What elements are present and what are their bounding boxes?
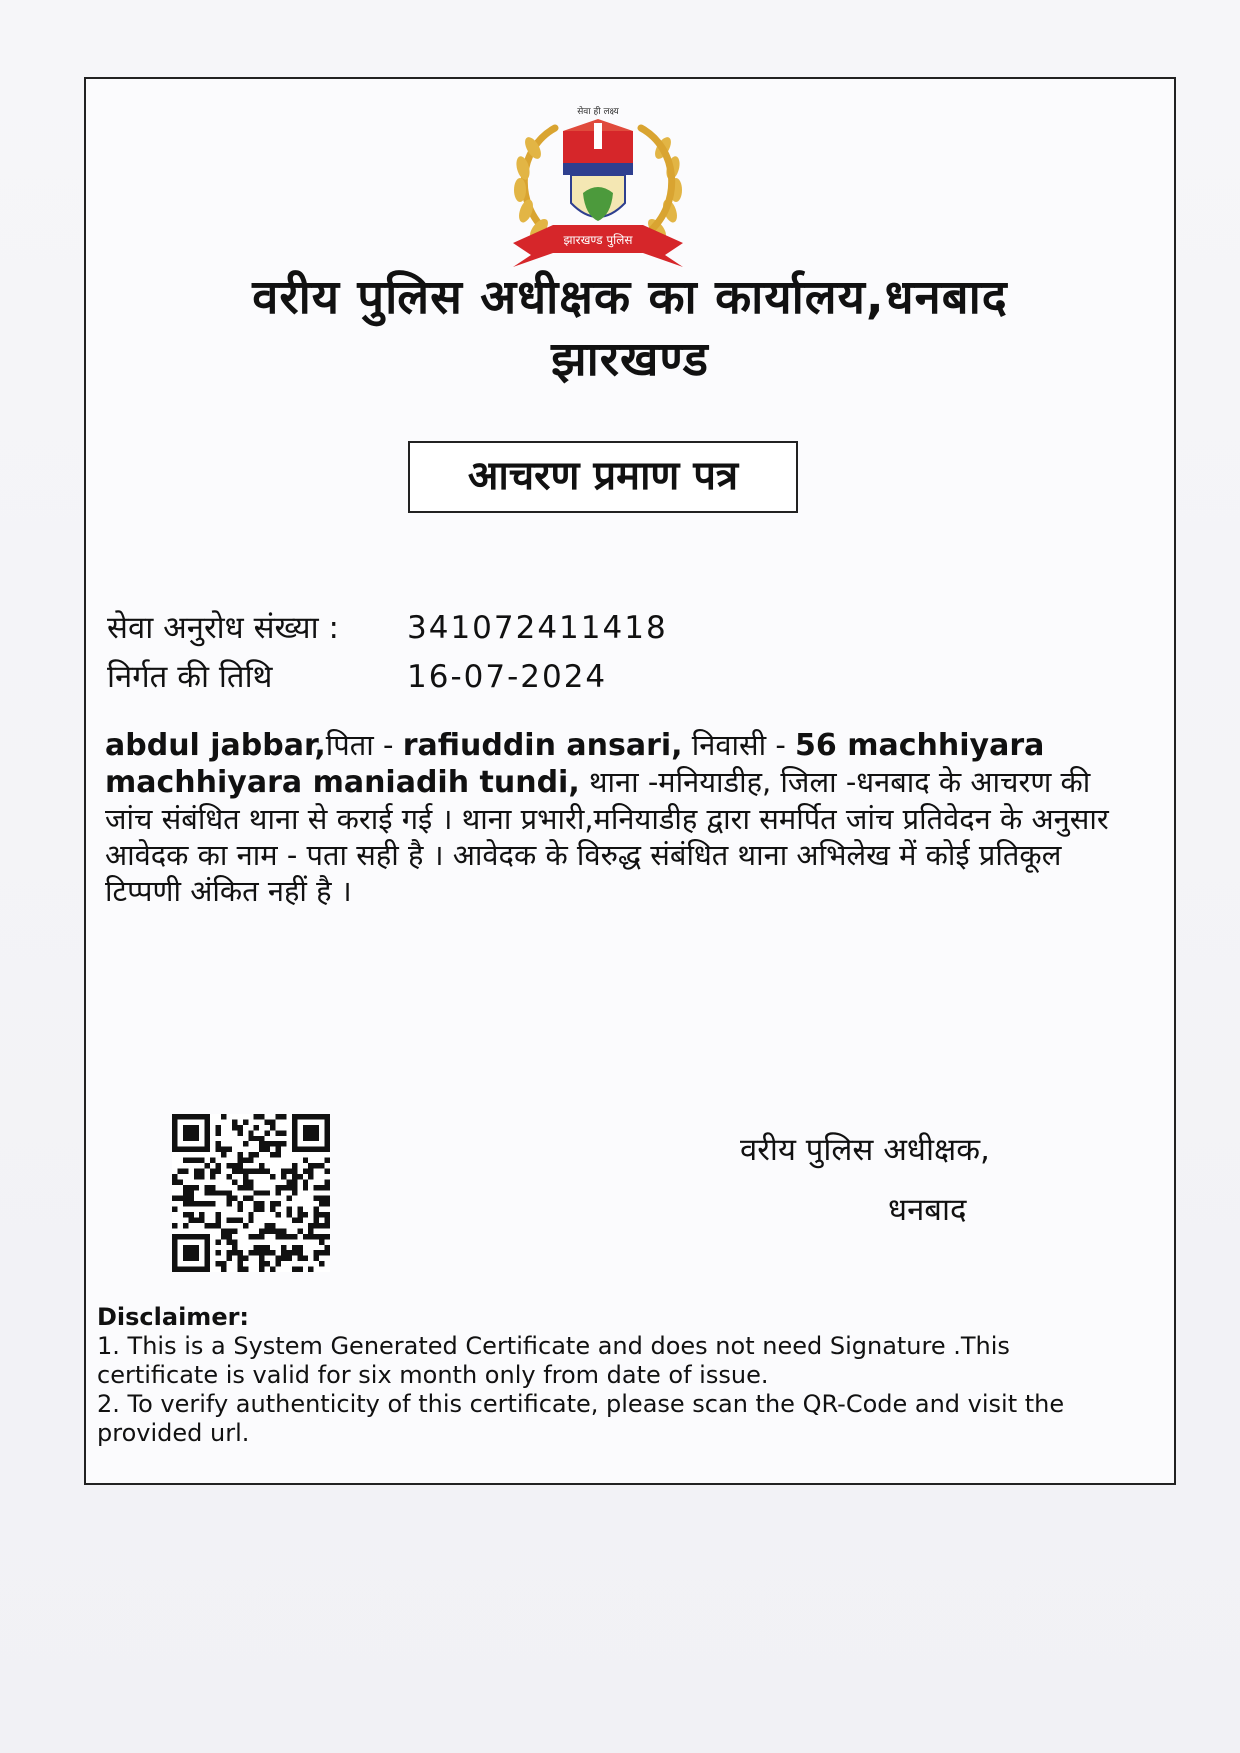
disclaimer-item-2: 2. To verify authenticity of this certificate, please scan the QR-Code and visit the provided url. (97, 1390, 1065, 1447)
disclaimer-block (97, 1303, 1097, 1448)
issue-date-row (107, 657, 607, 697)
certificate-body (105, 727, 1135, 909)
disclaimer-heading: Disclaimer: (97, 1303, 250, 1331)
father-name: rafiuddin ansari, (402, 728, 683, 763)
signatory-designation: वरीय पुलिस अधीक्षक, (740, 1132, 990, 1168)
signatory-district: धनबाद (888, 1192, 967, 1228)
state-title: झारखण्ड (551, 332, 709, 387)
disclaimer-item-1: 1. This is a System Generated Certificate and does not need Signature .This certificate is valid for six month only from date of issue. (97, 1332, 1010, 1389)
verification-qr-code[interactable] (172, 1114, 330, 1272)
office-title: वरीय पुलिस अधीक्षक का कार्यालय,धनबाद (252, 270, 1008, 325)
request-number-label: सेवा अनुरोध संख्या : (107, 610, 339, 646)
signatory-block (740, 1120, 1070, 1240)
residence-label: निवासी - (682, 728, 796, 762)
verification-statement: थाना -मनियाडीह, जिला -धनबाद के आचरण की जांच संबंधित थाना से कराई गई । थाना प्रभारी,मनियाडीह द्वारा समर्पित जांच प्रतिवेदन के अनुसार आवेदक का नाम - पता सही है । आवेदक के विरुद्ध संबंधित थाना अभिलेख में कोई प्रतिकूल टिप्पणी अंकित नहीं है । (105, 765, 1109, 908)
father-label: पिता - (325, 728, 403, 762)
applicant-name: abdul jabbar, (105, 728, 326, 763)
jharkhand-police-emblem (493, 103, 703, 278)
applicant-address: 56 machhiyara machhiyara maniadih tundi, (105, 728, 1045, 800)
motto-text: सेवा ही लक्ष्य (577, 107, 619, 117)
issue-date-value: 16-07-2024 (407, 659, 608, 695)
request-number-row (107, 608, 668, 648)
request-number-value: 341072411418 (407, 610, 668, 646)
ribbon-text: झारखण्ड पुलिस (563, 233, 633, 247)
issue-date-label: निर्गत की तिथि (107, 659, 273, 695)
certificate-title: आचरण प्रमाण पत्र (408, 441, 798, 513)
